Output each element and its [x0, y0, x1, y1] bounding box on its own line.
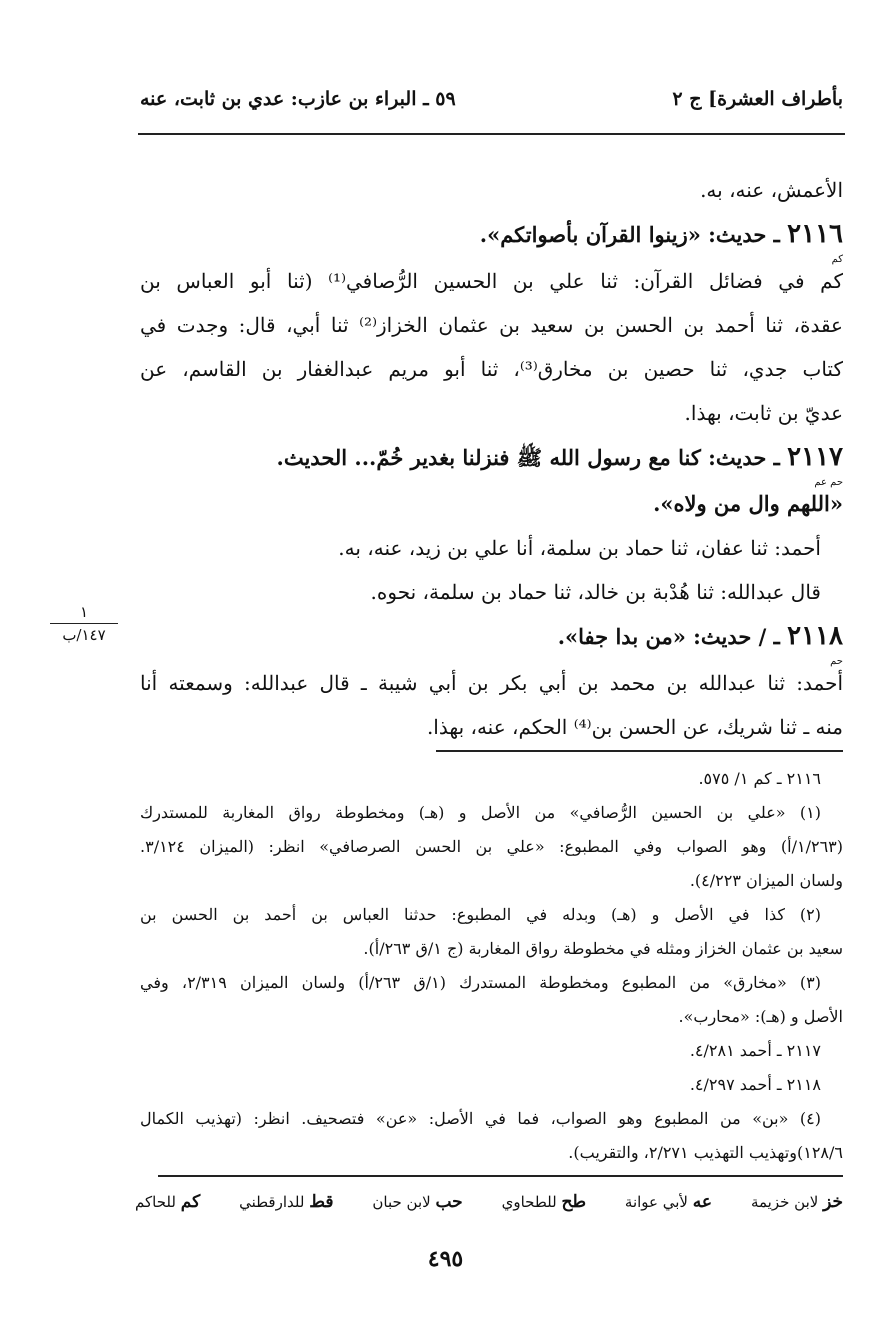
footnote-line: سعيد بن عثمان الخزاز ومثله في مخطوطة رواق المغاربة (ج ١/ق ٢٦٣/أ). [363, 939, 843, 958]
footnote-line: (٤) «بن» من المطبوع وهو الصواب، فما في الأصل: «عن» فتصحيف. انظر: (تهذيب الكمال [140, 1109, 821, 1128]
hadith-title: ـ حديث: كنا مع رسول الله ﷺ فنزلنا بغدير خُمّ... الحديث. [276, 445, 780, 470]
text-line: قال عبدالله: ثنا هُدْبة بن خالد، ثنا حماد بن سلمة، نحوه. [370, 580, 821, 604]
text-line: كم في فضائل القرآن: ثنا علي بن الحسين الرُّصافي⁽¹⁾ (ثنا أبو العباس بن [140, 269, 843, 293]
folio-reference: ١٤٧/ب [62, 626, 106, 644]
source-sigla: حم [830, 656, 843, 667]
page-number: ٤٩٥ [427, 1246, 464, 1272]
footnote-line: (٣) «مخارق» من المطبوع ومخطوطة المستدرك (١/ق ٢٦٣/أ) ولسان الميزان ٢/٣١٩، وفي [140, 973, 821, 992]
folio-divider [50, 623, 118, 624]
legend-name: للطحاوي [501, 1193, 557, 1211]
text-line: عديّ بن ثابت، بهذا. [684, 401, 843, 425]
header-chapter-title: ٥٩ ـ البراء بن عازب: عدي بن ثابت، عنه [140, 88, 456, 110]
source-sigla: كم [831, 254, 843, 265]
legend-abbr: عه [692, 1192, 713, 1212]
text-line: الأعمش، عنه، به. [700, 178, 843, 202]
abbreviation-legend [135, 1192, 843, 1212]
footnote-line: ٢١١٨ ـ أحمد ٤/٢٩٧. [689, 1075, 821, 1094]
footnote-line: الأصل و (هـ): «محارب». [678, 1007, 843, 1026]
text-line: كتاب جدي، ثنا حصين بن مخارق⁽³⁾، ثنا أبو مريم عبدالغفار بن القاسم، عن [140, 357, 843, 381]
footnote-line: (١/٢٦٣/أ) وهو الصواب وفي المطبوع: «علي بن الحسن الصرصافي» انظر: (الميزان ٣/١٢٤. [140, 837, 843, 856]
legend-name: للحاكم [135, 1193, 176, 1211]
footer-divider [158, 1175, 843, 1177]
legend-name: لابن حبان [372, 1193, 431, 1211]
footnote-line: ولسان الميزان ٤/٢٢٣). [689, 871, 843, 890]
footnote-line: (٢) كذا في الأصل و (هـ) وبدله في المطبوع: حدثنا العباس بن أحمد بن الحسن بن [140, 905, 821, 924]
footnote-line: ٢١١٧ ـ أحمد ٤/٢٨١. [689, 1041, 821, 1060]
legend-abbr: حب [435, 1192, 463, 1212]
legend-item [135, 1192, 200, 1212]
footnotes [140, 762, 843, 1170]
manuscript-folio-marker [50, 603, 118, 644]
hadith-number: ٢١١٨ [787, 621, 843, 651]
hadith-number: ٢١١٦ [787, 219, 843, 249]
legend-item [625, 1192, 712, 1212]
hadith-continuation: «اللهم وال من ولاه». [653, 491, 843, 516]
footnote-divider [436, 750, 843, 752]
main-text [140, 168, 843, 749]
text-line: أحمد: ثنا عفان، ثنا حماد بن سلمة، أنا علي بن زيد، عنه، به. [338, 536, 821, 560]
legend-abbr: طح [561, 1192, 586, 1212]
hadith-title: ـ / حديث: «من بدا جفا». [557, 624, 780, 649]
footnote-line: ٢١١٦ ـ كم ١/ ٥٧٥. [698, 769, 821, 788]
legend-item [239, 1192, 333, 1212]
hadith-2116-heading [140, 212, 843, 265]
text-line: أحمد: ثنا عبدالله بن محمد بن أبي بكر بن أبي شيبة ـ قال عبدالله: وسمعته أنا [140, 671, 843, 695]
footnote-line: (١) «علي بن الحسين الرُّصافي» من الأصل و (هـ) ومخطوطة رواق المغاربة للمستدرك [140, 803, 821, 822]
legend-name: للدارقطني [239, 1193, 305, 1211]
legend-name: لابن خزيمة [750, 1193, 819, 1211]
legend-item [372, 1192, 462, 1212]
running-header [140, 88, 843, 110]
folio-number: ١ [79, 603, 89, 621]
header-divider [138, 133, 845, 135]
hadith-number: ٢١١٧ [787, 442, 843, 472]
legend-name: لأبي عوانة [624, 1193, 688, 1211]
legend-item [502, 1192, 586, 1212]
text-line: عقدة، ثنا أحمد بن الحسن بن سعيد بن عثمان الخزاز⁽²⁾ ثنا أبي، قال: وجدت في [140, 313, 843, 337]
header-volume-title: بأطراف العشرة] ج ٢ [672, 88, 843, 110]
footnote-line: ١٢٨/٦)وتهذيب التهذيب ٢/٢٧١، والتقريب). [568, 1143, 843, 1162]
source-sigla: حم عم [814, 477, 843, 488]
legend-item [751, 1192, 843, 1212]
text-line: منه ـ ثنا شريك، عن الحسن بن⁽⁴⁾ الحكم، عنه، بهذا. [426, 715, 843, 739]
hadith-title: ـ حديث: «زينوا القرآن بأصواتكم». [479, 222, 780, 247]
legend-abbr: كم [180, 1192, 201, 1212]
legend-abbr: قط [309, 1192, 334, 1212]
legend-abbr: خز [823, 1192, 843, 1212]
